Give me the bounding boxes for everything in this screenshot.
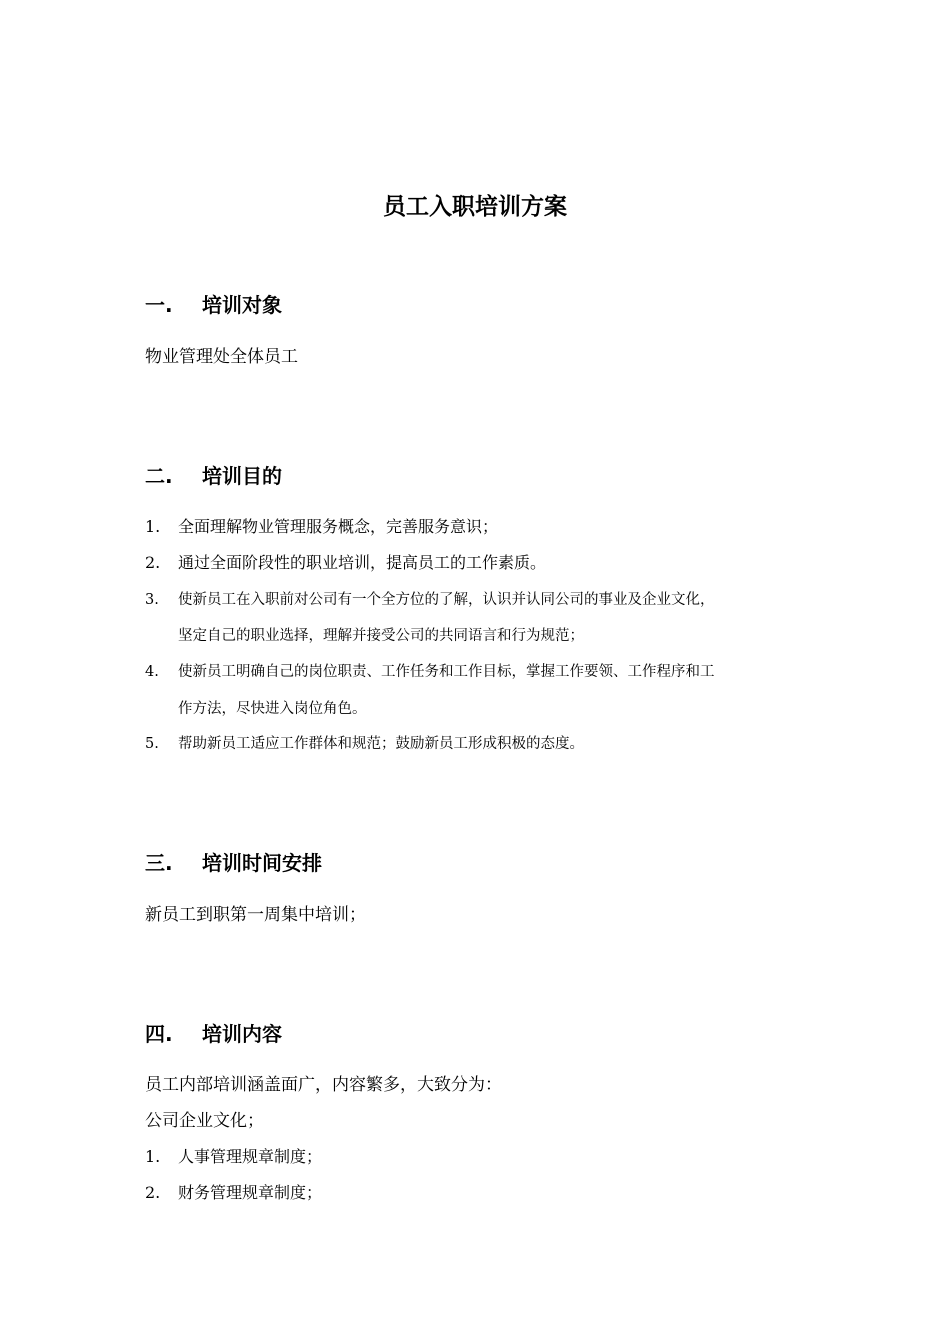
section-3-paragraph: 新员工到职第一周集中培训； bbox=[145, 905, 366, 925]
list-item-number: 1. bbox=[145, 517, 161, 536]
list-item-text: 通过全面阶段性的职业培训，提高员工的工作素质。 bbox=[178, 553, 547, 572]
section-heading-3 bbox=[145, 848, 322, 878]
list-item-number: 5. bbox=[145, 736, 159, 752]
list-item-number: 3. bbox=[145, 592, 159, 608]
list-item-text: 人事管理规章制度； bbox=[178, 1147, 323, 1166]
list-item-number: 2. bbox=[145, 553, 161, 572]
section-number: 一. bbox=[145, 293, 173, 317]
list-item-number: 2. bbox=[145, 1183, 161, 1202]
list-item-text: 坚定自己的职业选择，理解并接受公司的共同语言和行为规范； bbox=[178, 628, 584, 644]
list-item-text: 作方法，尽快进入岗位角色。 bbox=[178, 701, 367, 717]
list-item-text: 帮助新员工适应工作群体和规范；鼓励新员工形成积极的态度。 bbox=[178, 736, 584, 752]
list-item-text: 全面理解物业管理服务概念，完善服务意识； bbox=[178, 517, 499, 536]
list-item-text: 使新员工明确自己的岗位职责、工作任务和工作目标，掌握工作要领、工作程序和工 bbox=[178, 664, 715, 680]
section-number: 三. bbox=[145, 851, 173, 875]
list-item-number: 1. bbox=[145, 1147, 161, 1166]
section-number: 四. bbox=[145, 1022, 173, 1046]
section-number: 二. bbox=[145, 464, 173, 488]
section-heading-1 bbox=[145, 290, 282, 320]
list-item-number: 4. bbox=[145, 664, 159, 680]
section-heading-text: 培训时间安排 bbox=[202, 851, 322, 875]
section-4-paragraph: 公司企业文化； bbox=[145, 1111, 264, 1131]
list-item-text: 使新员工在入职前对公司有一个全方位的了解，认识并认同公司的事业及企业文化， bbox=[178, 592, 715, 608]
document-title: 员工入职培训方案 bbox=[383, 194, 567, 220]
section-1-paragraph: 物业管理处全体员工 bbox=[145, 347, 298, 367]
section-heading-4 bbox=[145, 1019, 282, 1049]
section-heading-2 bbox=[145, 461, 282, 491]
section-heading-text: 培训对象 bbox=[202, 293, 282, 317]
section-heading-text: 培训目的 bbox=[202, 464, 282, 488]
section-4-paragraph: 员工内部培训涵盖面广，内容繁多，大致分为： bbox=[145, 1075, 502, 1095]
section-heading-text: 培训内容 bbox=[202, 1022, 282, 1046]
list-item-text: 财务管理规章制度； bbox=[178, 1183, 323, 1202]
